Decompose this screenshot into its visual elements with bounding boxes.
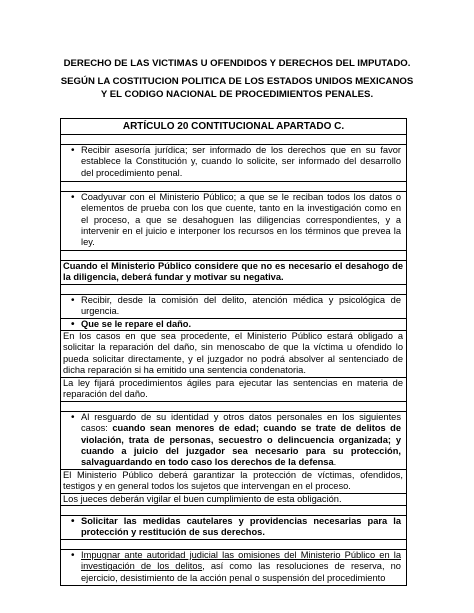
document-subtitle-line-1: SEGÚN LA COSTITUCION POLITICA DE LOS ESTADOS UNIDOS MEXICANOS (60, 76, 414, 87)
table-spacer-row (60, 402, 407, 412)
table-spacer-row (60, 285, 407, 295)
table-paragraph-repair-procedures: La ley fijará procedimientos ágiles para ejecutar las sentencias en materia de reparación del daño. (60, 378, 407, 402)
table-paragraph-judges: Los jueces deberán vigilar el buen cumplimiento de esta obligación. (60, 494, 407, 506)
list-item-damage-repair: • Que se le repare el daño. (60, 319, 407, 331)
table-spacer-row (60, 251, 407, 261)
list-item-identity-protection (60, 412, 407, 470)
table-paragraph-repair-obligation: En los casos en que sea procedente, el Ministerio Público estará obligado a solicitar la reparación del daño, sin menoscabo de que la víctima u ofendido lo pueda solicitar directamente, y el juzgador no podrá absolver al sentenciado de dicha reparación si ha emitido una sentencia condenatoria. (60, 331, 407, 378)
table-spacer-row (60, 135, 407, 145)
list-item-precautionary-measures: • Solicitar las medidas cautelares y providencias necesarias para la protección y restitución de sus derechos. (60, 516, 407, 540)
table-note-diligence: Cuando el Ministerio Público considere que no es necesario el desahogo de la diligencia, deberá fundar y motivar su negativa. (60, 261, 407, 285)
table-spacer-row (60, 182, 407, 192)
challenge-text-rest: , así como las resoluciones de reserva, no ejercicio, desistimiento de la acción penal o suspensión del procedimiento (81, 561, 401, 583)
table-spacer-row (60, 506, 407, 516)
challenge-text-underlined: Impugnar ante autoridad judicial las omisiones del Ministerio Público en la investigación de los delitos (81, 550, 401, 572)
document-subtitle-line-2: Y EL CODIGO NACIONAL DE PROCEDIMIENTOS PENALES. (100, 89, 374, 100)
identity-text-end: . (333, 457, 337, 468)
list-item-medical-care: • Recibir, desde la comisión del delito, atención médica y psicológica de urgencia. (60, 295, 407, 319)
list-item-challenge-omissions (60, 550, 407, 586)
list-item-legal-advice: • Recibir asesoría jurídica; ser informado de los derechos que en su favor establece la Constitución y, cuando lo solicite, ser informado del desarrollo del procedimiento penal. (60, 145, 407, 182)
table-paragraph-protection: El Ministerio Público deberá garantizar la protección de víctimas, ofendidos, testigos y en general todos los sujetos que intervengan en el proceso. (60, 470, 407, 494)
identity-text-bold: cuando sean menores de edad; cuando se trate de delitos de violación, trata de personas, secuestro o delincuencia organizada; y cuando a juicio del juzgador sea necesario para su protección, salvaguardando en todo caso los derechos de la defensa (81, 423, 402, 468)
list-item-coadjuvate: • Coadyuvar con el Ministerio Público; a que se le reciban todos los datos o elementos de prueba con los que cuente, tanto en la investigación como en el proceso, a que se desahoguen las diligencias correspondientes, y a intervenir en el juicio e interponer los recursos en los términos que prevea la ley. (60, 192, 407, 251)
rights-table (60, 118, 407, 586)
table-spacer-row (60, 540, 407, 550)
table-header: ARTÍCULO 20 CONTITUCIONAL APARTADO C. (60, 118, 407, 135)
identity-text-normal: Al resguardo de su identidad y otros datos personales en los siguientes casos: (81, 412, 401, 434)
document-title: DERECHO DE LAS VICTIMAS U OFENDIDOS Y DERECHOS DEL IMPUTADO. (63, 58, 411, 69)
